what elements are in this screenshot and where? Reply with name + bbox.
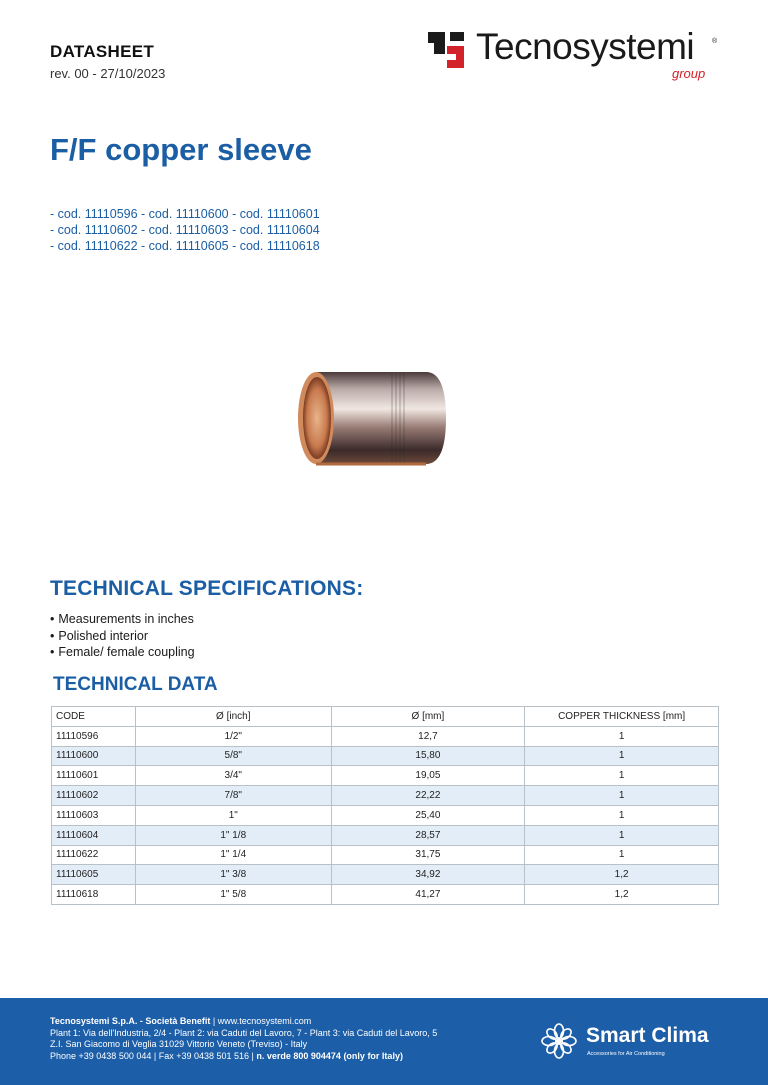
code-line: - cod. 11110602 - cod. 11110603 - cod. 11110604 xyxy=(50,223,320,237)
cell-thickness: 1 xyxy=(525,766,719,786)
cell-thickness: 1 xyxy=(525,786,719,806)
revision-date: rev. 00 - 27/10/2023 xyxy=(50,66,166,81)
smart-clima-logo xyxy=(540,1022,720,1062)
header-diameter-inch: Ø [inch] xyxy=(135,707,331,727)
footer-line-phone xyxy=(50,1051,437,1063)
cell-code: 11110596 xyxy=(52,726,136,746)
cell-thickness: 1 xyxy=(525,726,719,746)
cell-mm: 22,22 xyxy=(331,786,525,806)
cell-mm: 25,40 xyxy=(331,805,525,825)
cell-thickness: 1,2 xyxy=(525,885,719,905)
cell-code: 11110600 xyxy=(52,746,136,766)
product-title: F/F copper sleeve xyxy=(50,132,312,167)
table-row xyxy=(52,786,719,806)
cell-inch: 1/2" xyxy=(135,726,331,746)
table-row xyxy=(52,805,719,825)
table-row xyxy=(52,885,719,905)
registered-mark: ® xyxy=(712,38,718,45)
cell-inch: 5/8" xyxy=(135,746,331,766)
cell-mm: 15,80 xyxy=(331,746,525,766)
footer-separator: | xyxy=(151,1050,159,1061)
cell-code: 11110603 xyxy=(52,805,136,825)
cell-inch: 7/8" xyxy=(135,786,331,806)
header-copper-thickness: COPPER THICKNESS [mm] xyxy=(525,707,719,727)
spec-list xyxy=(50,611,195,661)
cell-mm: 19,05 xyxy=(331,766,525,786)
footer-separator: | xyxy=(210,1016,218,1026)
cell-thickness: 1 xyxy=(525,825,719,845)
table-row xyxy=(52,726,719,746)
technical-data-title: TECHNICAL DATA xyxy=(53,674,218,695)
footer-contact xyxy=(50,1016,437,1062)
table-row xyxy=(52,845,719,865)
technical-data-table xyxy=(51,706,719,905)
cell-code: 11110618 xyxy=(52,885,136,905)
cell-inch: 1" xyxy=(135,805,331,825)
logo-wordmark: Tecnosystemi xyxy=(476,26,695,67)
spec-item: • Female/ female coupling xyxy=(50,644,195,661)
cell-inch: 1" 1/4 xyxy=(135,845,331,865)
footer-fax: Fax +39 0438 501 516 xyxy=(158,1050,250,1061)
table-row xyxy=(52,865,719,885)
cell-mm: 31,75 xyxy=(331,845,525,865)
header-diameter-mm: Ø [mm] xyxy=(331,707,525,727)
cell-thickness: 1 xyxy=(525,845,719,865)
logo-group: group xyxy=(672,66,706,81)
header-code: CODE xyxy=(52,707,136,727)
cell-code: 11110622 xyxy=(52,845,136,865)
cell-mm: 34,92 xyxy=(331,865,525,885)
footer-plants: Plant 1: Via dell'Industria, 2/4 - Plant 2: via Caduti del Lavoro, 7 - Plant 3: via Caduti del Lavoro, 5 xyxy=(50,1027,438,1038)
cell-inch: 1" 5/8 xyxy=(135,885,331,905)
company-name: Tecnosystemi S.p.A. - Società Benefit xyxy=(50,1016,211,1026)
footer-line-company xyxy=(50,1016,437,1028)
table-header-row xyxy=(52,707,719,727)
table-row xyxy=(52,746,719,766)
company-website[interactable]: www.tecnosystemi.com xyxy=(217,1016,312,1026)
product-codes xyxy=(50,206,320,254)
technical-specs-title: TECHNICAL SPECIFICATIONS: xyxy=(50,577,364,600)
cell-thickness: 1 xyxy=(525,746,719,766)
footer-phone: Phone +39 0438 500 044 xyxy=(50,1050,152,1061)
cell-code: 11110601 xyxy=(52,766,136,786)
table-row xyxy=(52,825,719,845)
code-line: - cod. 11110596 - cod. 11110600 - cod. 11110601 xyxy=(50,207,320,221)
tecnosystemi-logo-icon xyxy=(428,30,468,70)
spec-item: • Polished interior xyxy=(50,628,195,645)
cell-mm: 12,7 xyxy=(331,726,525,746)
cell-thickness: 1,2 xyxy=(525,865,719,885)
cell-inch: 1" 3/8 xyxy=(135,865,331,885)
tecnosystemi-logo xyxy=(428,28,728,84)
footer xyxy=(0,998,768,1085)
footer-separator: | xyxy=(249,1050,257,1061)
code-line: - cod. 11110622 - cod. 11110605 - cod. 11110618 xyxy=(50,239,320,253)
spec-item: • Measurements in inches xyxy=(50,611,195,628)
cell-code: 11110604 xyxy=(52,825,136,845)
footer-toll-free: n. verde 800 904474 (only for Italy) xyxy=(256,1050,403,1061)
cell-thickness: 1 xyxy=(525,805,719,825)
cell-mm: 28,57 xyxy=(331,825,525,845)
cell-inch: 3/4" xyxy=(135,766,331,786)
cell-code: 11110602 xyxy=(52,786,136,806)
smart-clima-flower-icon xyxy=(540,1022,578,1060)
cell-code: 11110605 xyxy=(52,865,136,885)
datasheet-label: DATASHEET xyxy=(50,42,155,61)
table-row xyxy=(52,766,719,786)
copper-sleeve-image xyxy=(296,364,448,472)
cell-inch: 1" 1/8 xyxy=(135,825,331,845)
smart-clima-tagline: Accessories for Air Conditioning xyxy=(587,1051,665,1057)
smart-clima-name: Smart Clima xyxy=(586,1024,709,1047)
cell-mm: 41,27 xyxy=(331,885,525,905)
footer-address: Z.I. San Giacomo di Veglia 31029 Vittorio Veneto (Treviso) - Italy xyxy=(50,1039,308,1050)
